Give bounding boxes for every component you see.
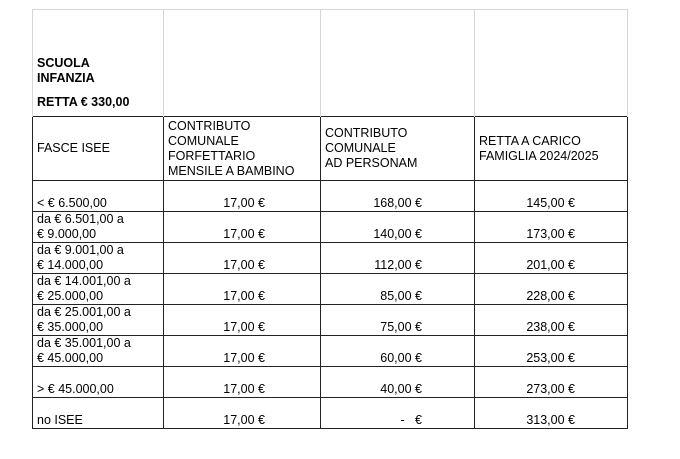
fascia-text: € 35.000,00 [37,320,104,334]
retta-cell: 201,00 € [475,243,628,274]
personam-cell: 168,00 € [321,181,475,212]
fascia-cell [33,181,164,212]
retta-cell: 273,00 € [475,367,628,398]
header-fasce: FASCE ISEE [33,117,164,181]
retta-cell: 228,00 € [475,274,628,305]
personam-cell: 40,00 € [321,367,475,398]
fascia-text: € 45.000,00 [37,351,104,365]
header-text: AD PERSONAM [325,156,418,170]
title-line1: SCUOLA [37,56,90,70]
table-row [33,181,628,212]
fascia-cell [33,305,164,336]
fascia-text: € 9.000,00 [37,227,97,241]
fascia-text: € 14.000,00 [37,258,104,272]
fascia-cell [33,274,164,305]
personam-cell: 60,00 € [321,336,475,367]
fascia-cell [33,212,164,243]
header-text: FORFETTARIO [168,148,256,163]
retta-cell: 173,00 € [475,212,628,243]
table-row [33,243,628,274]
forfettario-cell: 17,00 € [164,181,321,212]
forfettario-cell: 17,00 € [164,243,321,274]
table-row [33,212,628,243]
header-row [33,117,628,181]
forfettario-cell: 17,00 € [164,212,321,243]
fascia-text: da € 14.001,00 a [37,274,131,288]
fee-table [32,9,628,429]
forfettario-cell: 17,00 € [164,336,321,367]
retta-label: RETTA € 330,00 [37,95,130,109]
empty-title-cell [164,10,321,117]
forfettario-cell: 17,00 € [164,274,321,305]
header-contributo-forfettario [164,117,321,181]
retta-cell: 145,00 € [475,181,628,212]
title-line2: INFANZIA [37,71,95,85]
header-text: MENSILE A BAMBINO [168,163,295,178]
forfettario-cell: 17,00 € [164,398,321,429]
fascia-text: da € 9.001,00 a [37,243,124,257]
header-text: CONTRIBUTO [168,118,251,133]
fascia-text: no ISEE [37,413,83,427]
fascia-cell [33,398,164,429]
forfettario-cell: 17,00 € [164,305,321,336]
table-row [33,367,628,398]
header-text: FAMIGLIA 2024/2025 [479,148,599,163]
title-cell [33,10,164,117]
header-text: CONTRIBUTO [325,126,408,140]
retta-cell: 238,00 € [475,305,628,336]
fascia-text: < € 6.500,00 [37,196,107,210]
fascia-text: da € 35.001,00 a [37,336,131,350]
empty-title-cell [475,10,628,117]
fascia-cell [33,336,164,367]
fascia-text: > € 45.000,00 [37,382,114,396]
header-text: RETTA A CARICO [479,133,581,148]
fascia-text: da € 6.501,00 a [37,212,124,226]
fascia-cell [33,243,164,274]
header-text: COMUNALE [168,133,239,148]
forfettario-cell: 17,00 € [164,367,321,398]
fascia-text: da € 25.001,00 a [37,305,131,319]
fascia-text: € 25.000,00 [37,289,104,303]
personam-cell: 112,00 € [321,243,475,274]
header-text: COMUNALE [325,141,396,155]
header-contributo-personam [321,117,475,181]
empty-title-cell [321,10,475,117]
personam-cell: 140,00 € [321,212,475,243]
table-row [33,398,628,429]
personam-cell: 75,00 € [321,305,475,336]
table-row [33,305,628,336]
title-row [33,10,628,117]
retta-cell: 313,00 € [475,398,628,429]
personam-cell: 85,00 € [321,274,475,305]
retta-cell: 253,00 € [475,336,628,367]
fascia-cell [33,367,164,398]
personam-cell: - € [321,398,475,429]
table-row [33,274,628,305]
header-retta-famiglia [475,117,628,181]
table-row [33,336,628,367]
